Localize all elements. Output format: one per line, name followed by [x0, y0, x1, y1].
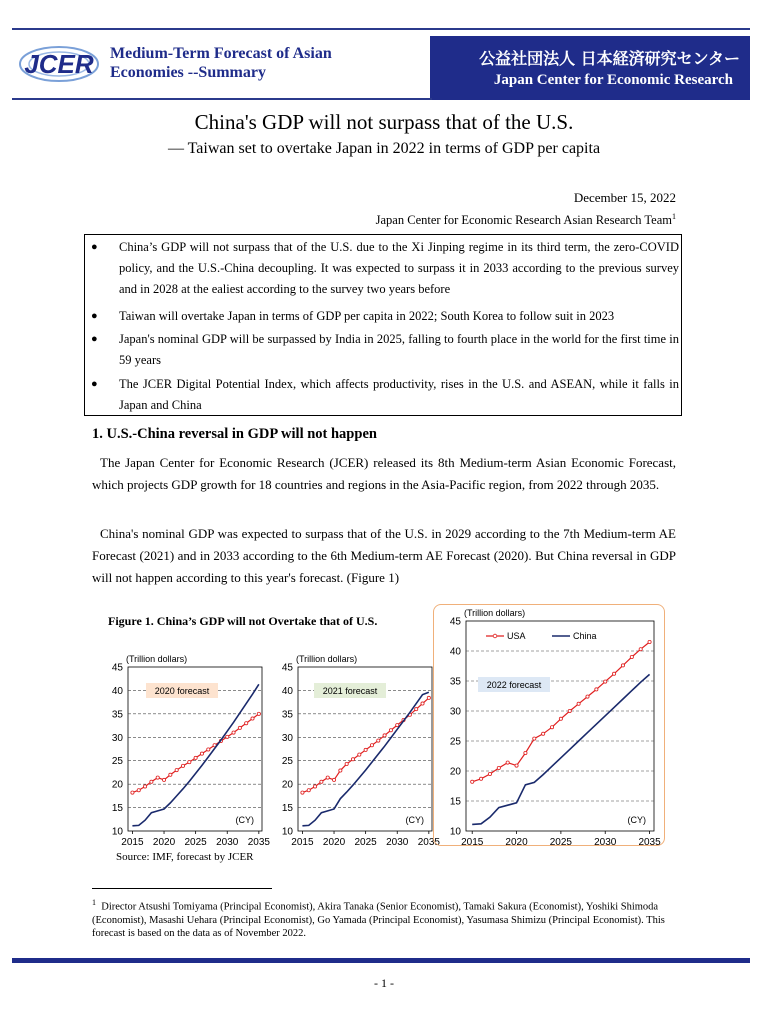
report-team: [200, 212, 676, 228]
usa-point: [559, 717, 562, 720]
x-tick-label: 2025: [549, 837, 573, 848]
header-title-line2: Economies --Summary: [110, 64, 266, 81]
usa-point: [497, 766, 500, 769]
usa-point: [396, 724, 399, 727]
legend-label-china: China: [573, 631, 597, 641]
y-tick-label: 10: [281, 826, 293, 838]
usa-point: [383, 734, 386, 737]
usa-point: [370, 744, 373, 747]
series-line-china: [472, 674, 649, 824]
usa-point: [200, 752, 203, 755]
y-tick-label: 15: [281, 803, 293, 815]
y-tick-label: 35: [449, 676, 461, 688]
usa-point: [577, 702, 580, 705]
plot-frame: [466, 621, 654, 831]
footnote-mark: 1: [92, 898, 96, 907]
usa-point: [471, 780, 474, 783]
page-subtitle: — Taiwan set to overtake Japan in 2022 in terms of GDP per capita: [167, 140, 601, 157]
y-tick-label: 20: [449, 766, 461, 778]
usa-point: [169, 773, 172, 776]
usa-point: [232, 731, 235, 734]
jcer-logo: [18, 44, 100, 84]
figure-title: Figure 1. China’s GDP will not Overtake that of U.S.: [108, 614, 378, 628]
usa-point: [307, 789, 310, 792]
header-title-line1: Medium-Term Forecast of Asian: [110, 45, 332, 62]
y-tick-label: 40: [281, 685, 293, 697]
x-tick-label: 2035: [638, 837, 661, 848]
series-line-usa: [472, 642, 649, 782]
header-org-jp: 公益社団法人 日本経済研究センター: [479, 49, 740, 68]
x-tick-label: 2035: [247, 837, 270, 848]
usa-point: [488, 772, 491, 775]
x-tick-label: 2035: [417, 837, 440, 848]
bullet-icon: ●: [91, 310, 98, 322]
footnote-text: Director Atsushi Tomiyama (Principal Economist), Akira Tanaka (Senior Economist), Tamaki Sakura (Economist), Yoshiki Shimoda (Economist), Masashi Uehara (Principal Economist), Go Yamada (Principal Economist), Yasumasa Shimizu (Principal Economist). This forecast is based on the data as of November 2022.: [92, 901, 665, 939]
y-tick-label: 10: [111, 826, 123, 838]
x-tick-label: 2030: [594, 837, 617, 848]
footnote: [92, 896, 676, 940]
summary-bullet: [91, 329, 679, 371]
usa-point: [181, 764, 184, 767]
chart-2021-forecast: [262, 644, 442, 854]
page-title: China's GDP will not surpass that of the U.S.: [194, 110, 574, 134]
usa-point: [377, 739, 380, 742]
footer-bar: [12, 958, 750, 963]
y-tick-label: 15: [111, 803, 123, 815]
header-rule-bottom: [12, 98, 432, 100]
bullet-text: Japan's nominal GDP will be surpassed by India in 2025, falling to fourth place in the world for the first time in 59 years: [119, 332, 679, 367]
forecast-label: 2021 forecast: [322, 686, 378, 696]
team-footnote-ref: 1: [672, 212, 676, 221]
usa-point: [162, 778, 165, 781]
usa-point: [479, 777, 482, 780]
y-tick-label: 20: [281, 779, 293, 791]
y-tick-label: 30: [111, 732, 123, 744]
usa-point: [595, 688, 598, 691]
y-tick-label: 35: [281, 709, 293, 721]
bullet-text: The JCER Digital Potential Index, which affects productivity, rises in the U.S. and ASEAN, while it falls in Japan and China: [119, 377, 679, 412]
svg-text:JCER: JCER: [24, 49, 94, 79]
summary-bullet: [91, 374, 679, 416]
paragraph-1: The Japan Center for Economic Research (JCER) released its 8th Medium-term Asian Economic Forecast, which projects GDP growth for 18 countries and regions in the Asia-Pacific region, from 2022 through 2035.: [92, 455, 676, 492]
usa-point: [586, 695, 589, 698]
usa-point: [364, 748, 367, 751]
y-tick-label: 10: [449, 826, 461, 838]
usa-point: [238, 726, 241, 729]
usa-point: [427, 696, 430, 699]
usa-point: [506, 761, 509, 764]
y-tick-label: 45: [281, 662, 293, 674]
usa-point: [156, 776, 159, 779]
forecast-label: 2022 forecast: [486, 680, 542, 690]
bullet-icon: ●: [91, 241, 98, 253]
x-tick-label: 2020: [322, 837, 346, 848]
header-org-en: Japan Center for Economic Research: [493, 72, 733, 88]
page-number: - 1 -: [374, 976, 394, 990]
series-line-china: [132, 684, 258, 826]
usa-point: [612, 672, 615, 675]
y-tick-label: 15: [449, 796, 461, 808]
usa-point: [639, 648, 642, 651]
x-tick-label: 2025: [184, 837, 207, 848]
header-rule-top: [12, 28, 750, 30]
usa-point: [648, 640, 651, 643]
bullet-text: Taiwan will overtake Japan in terms of GDP per capita in 2022; South Korea to follow suit in 2023: [119, 309, 615, 323]
figure-source: Source: IMF, forecast by JCER: [116, 851, 254, 863]
y-tick-label: 40: [449, 646, 461, 658]
usa-point: [524, 751, 527, 754]
x-tick-label: 2015: [291, 837, 314, 848]
y-axis-label: (Trillion dollars): [126, 654, 188, 664]
footnote-rule: [92, 888, 272, 889]
y-tick-label: 20: [111, 779, 123, 791]
paragraph-2: China's nominal GDP was expected to surpass that of the U.S. in 2029 according to the 7th Medium-term AE Forecast (2021) and in 2033 according to the 6th Medium-term AE Forecast (2020). But China reversal in GDP will not happen according to this year's forecast. (Figure 1): [92, 526, 676, 585]
x-tick-label: 2015: [121, 837, 144, 848]
usa-point: [226, 735, 229, 738]
usa-point: [207, 748, 210, 751]
summary-box: [84, 234, 682, 416]
usa-point: [351, 758, 354, 761]
report-date: December 15, 2022: [573, 190, 676, 205]
usa-point: [630, 655, 633, 658]
bullet-icon: ●: [91, 333, 98, 345]
section-heading: 1. U.S.-China reversal in GDP will not happen: [92, 426, 377, 442]
y-tick-label: 25: [281, 756, 293, 768]
usa-point: [137, 789, 140, 792]
usa-point: [568, 709, 571, 712]
usa-point: [175, 768, 178, 771]
usa-point: [621, 664, 624, 667]
bullet-text: China’s GDP will not surpass that of the U.S. due to the Xi Jinping regime in its third term, the zero-COVID policy, and the U.S.-China decoupling. It was expected to surpass it in 2033 according to the previous survey and in 2028 at the ealiest according to the survey two years before: [119, 240, 679, 296]
forecast-label: 2020 forecast: [154, 686, 210, 696]
x-tick-label: 2025: [354, 837, 377, 848]
series-line-china: [302, 692, 428, 826]
usa-point: [131, 791, 134, 794]
usa-point: [143, 785, 146, 788]
usa-point: [515, 764, 518, 767]
y-tick-label: 25: [449, 736, 461, 748]
usa-point: [415, 708, 418, 711]
team-name: Japan Center for Economic Research Asian Research Team: [375, 213, 672, 228]
y-tick-label: 30: [281, 732, 293, 744]
x-tick-label: 2020: [152, 837, 176, 848]
usa-point: [194, 756, 197, 759]
x-axis-label: (CY): [235, 815, 254, 825]
chart-2022-forecast: [436, 606, 662, 854]
legend-marker-usa: [493, 634, 497, 638]
summary-bullet: [91, 306, 679, 327]
x-tick-label: 2030: [386, 837, 409, 848]
usa-point: [332, 778, 335, 781]
x-tick-label: 2015: [461, 837, 484, 848]
usa-point: [339, 769, 342, 772]
usa-point: [326, 776, 329, 779]
y-axis-label: (Trillion dollars): [296, 654, 358, 664]
y-tick-label: 45: [449, 616, 461, 628]
x-axis-label: (CY): [405, 815, 424, 825]
y-tick-label: 45: [111, 662, 123, 674]
y-tick-label: 30: [449, 706, 461, 718]
bullet-icon: ●: [91, 378, 98, 390]
usa-point: [313, 785, 316, 788]
y-tick-label: 25: [111, 756, 123, 768]
y-tick-label: 35: [111, 709, 123, 721]
usa-point: [533, 737, 536, 740]
summary-bullet: [91, 237, 679, 300]
usa-point: [188, 761, 191, 764]
usa-point: [542, 732, 545, 735]
usa-point: [421, 702, 424, 705]
usa-point: [257, 712, 260, 715]
usa-point: [604, 680, 607, 683]
x-tick-label: 2030: [216, 837, 239, 848]
usa-point: [345, 762, 348, 765]
y-tick-label: 40: [111, 685, 123, 697]
usa-point: [358, 753, 361, 756]
usa-point: [251, 717, 254, 720]
usa-point: [301, 791, 304, 794]
chart-2020-forecast: [92, 644, 272, 854]
x-tick-label: 2020: [505, 837, 528, 848]
usa-point: [150, 780, 153, 783]
x-axis-label: (CY): [627, 815, 646, 825]
usa-point: [245, 722, 248, 725]
usa-point: [320, 780, 323, 783]
header-title: [110, 44, 410, 82]
y-axis-label: (Trillion dollars): [464, 608, 526, 618]
usa-point: [389, 729, 392, 732]
legend-label-usa: USA: [507, 631, 526, 641]
usa-point: [550, 726, 553, 729]
